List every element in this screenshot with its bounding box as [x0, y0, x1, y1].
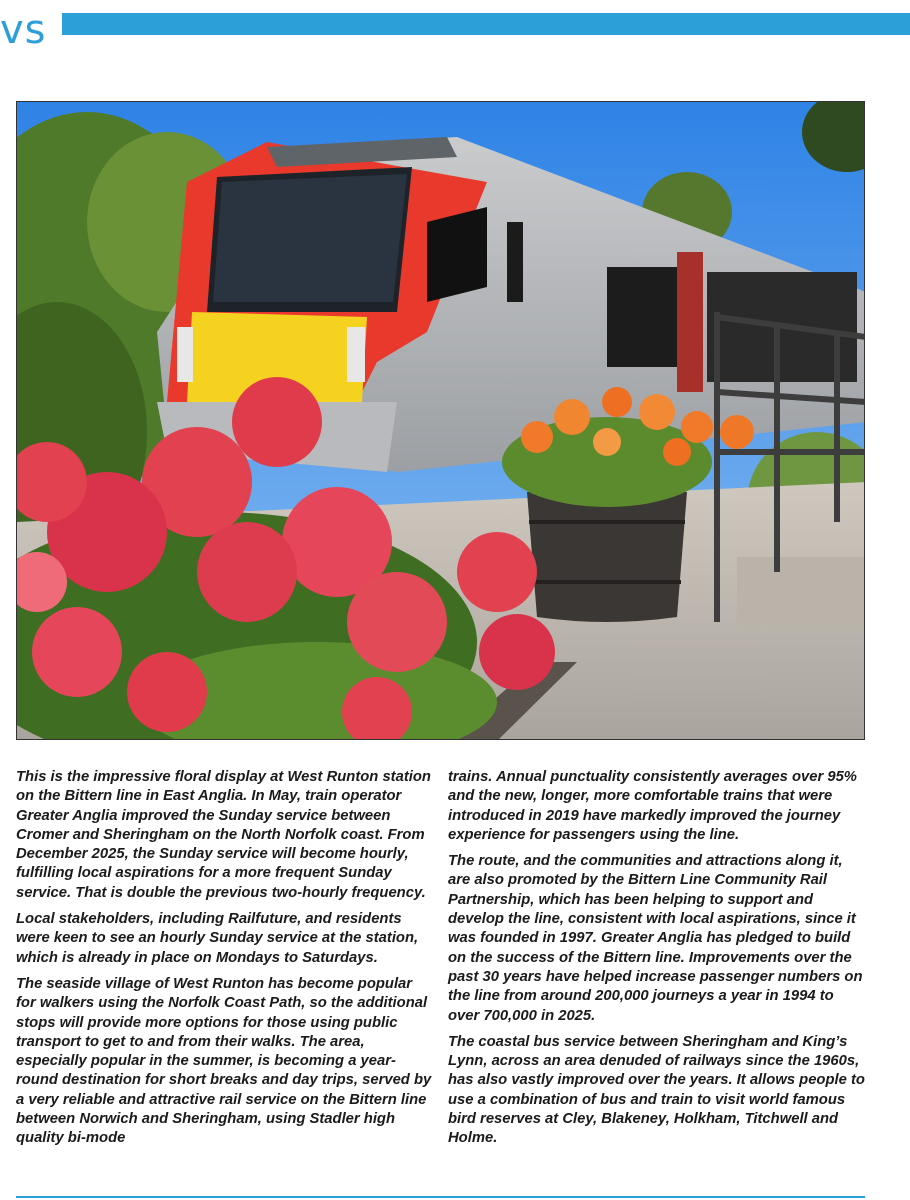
paragraph: Local stakeholders, including Railfuture, and residents were keen to see an hourly Sunday service at the station, which is already in place on Mondays to Saturdays.: [16, 911, 419, 966]
paragraph: The coastal bus service between Sheringham and King’s Lynn, across an area denuded of railways since the 1960s, has also vastly improved over the years. It allows people to use a combination of bus and train to visit world famous bird reserves at Cley, Blakeney, Holkham, Titchwell and Holme.: [448, 1033, 865, 1147]
paragraph: The seaside village of West Runton has become popular for walkers using the Norfolk Coast Path, so the additional stops will provide more options for those using public transport to get to and from their walks. The area, especially popular in the summer, is becoming a year-round destination for short breaks and day trips, served by a very reliable and attractive rail service on the Bittern line between Norwich and Sheringham, using Stadler high quality bi-mode: [16, 975, 432, 1147]
paragraph: trains. Annual punctuality consistently averages over 95% and the new, longer, more comfortable trains that were introduced in 2019 have markedly improved the journey experience for passengers using the line.: [448, 769, 857, 843]
article-column-right: [448, 768, 868, 1156]
stone-block: [737, 557, 865, 627]
footer-rule: [16, 1196, 865, 1198]
header-bar: [62, 13, 910, 35]
paragraph: The route, and the communities and attractions along it, are also promoted by the Bittern Line Community Rail Partnership, which has been helping to support and develop the line, consistent with local aspirations, since it was founded in 1997. Greater Anglia has pledged to build on the success of the Bittern line. Improvements over the past 30 years have helped increase passenger numbers on the line from around 200,000 journeys a year in 1994 to over 700,000 in 2025.: [448, 853, 863, 1024]
article-column-left: [16, 768, 432, 1156]
section-heading-fragment: vs: [0, 7, 47, 53]
planter-barrel: [527, 492, 687, 622]
train-station-illustration: [17, 102, 865, 740]
article-photo: [16, 101, 865, 740]
paragraph: This is the impressive floral display at West Runton station on the Bittern line in East Anglia. In May, train operator Greater Anglia improved the Sunday service between Cromer and Sheringham on the North Norfolk coast. From December 2025, the Sunday service will become hourly, fulfilling local aspirations for a more frequent Sunday service. That is double the previous two-hourly frequency.: [16, 769, 431, 901]
